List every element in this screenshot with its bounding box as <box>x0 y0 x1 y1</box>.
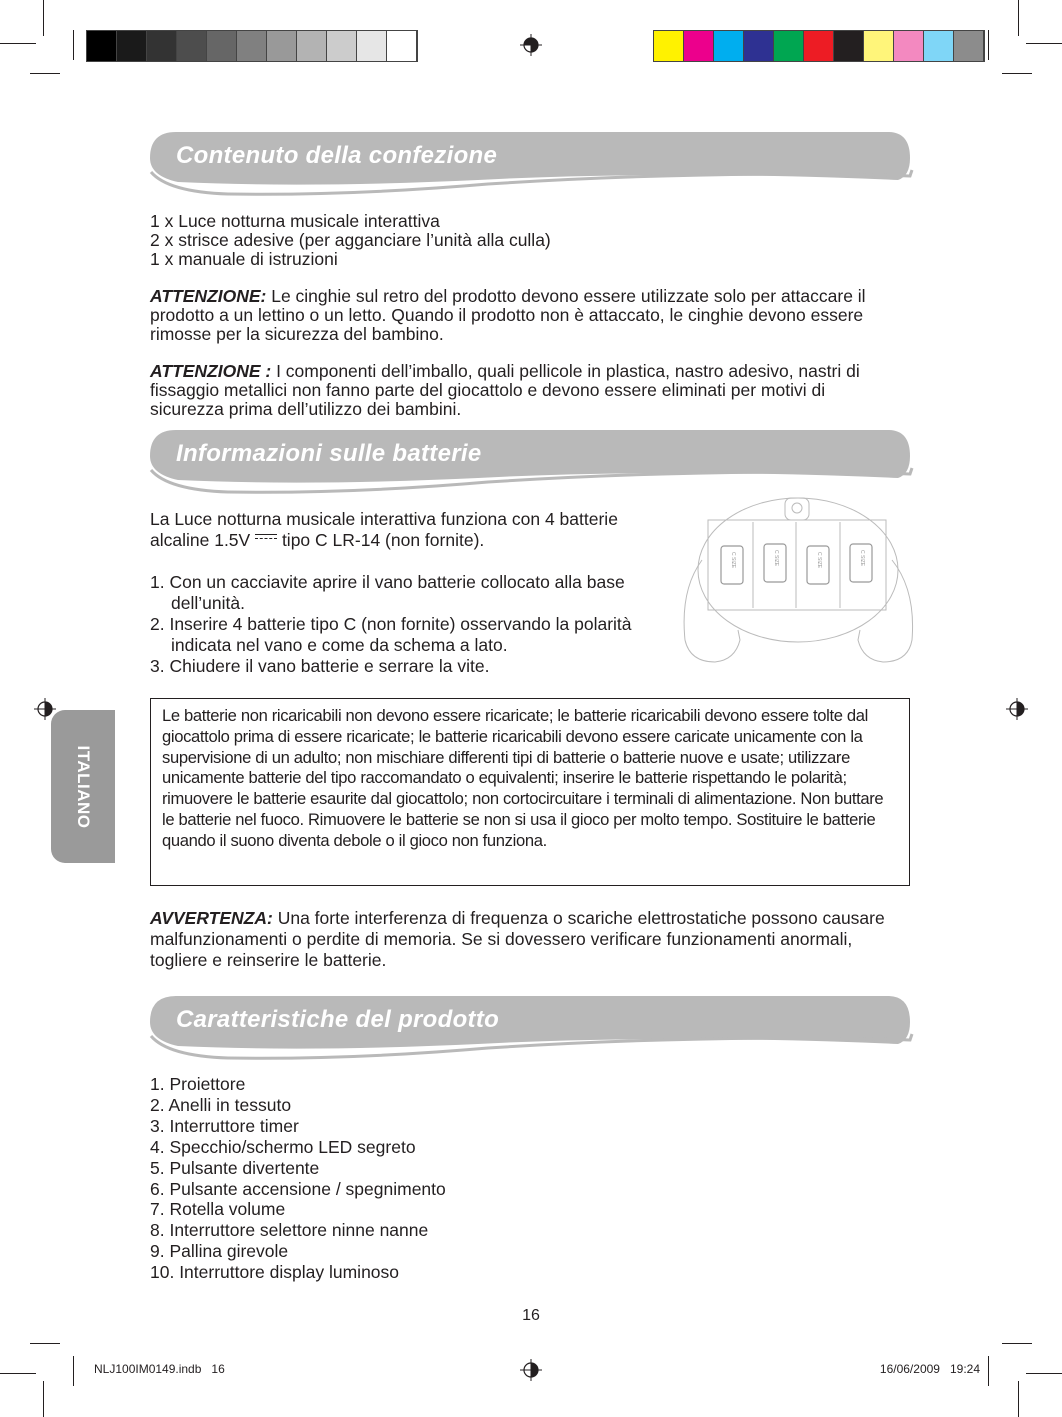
color-swatch <box>954 31 984 61</box>
color-swatch <box>864 31 894 61</box>
language-tab: ITALIANO <box>51 710 115 863</box>
crop-mark <box>73 1356 74 1386</box>
color-calibration-bar <box>653 30 985 62</box>
section-header-batteries <box>148 428 914 498</box>
color-swatch <box>237 31 267 61</box>
gray-calibration-bar <box>86 30 418 62</box>
crop-mark <box>1002 73 1032 74</box>
list-item: 3. Chiudere il vano batterie e serrare la vite. <box>150 656 490 676</box>
color-swatch <box>117 31 147 61</box>
crop-mark <box>988 30 989 60</box>
color-swatch <box>267 31 297 61</box>
list-item: 3. Interruttore timer <box>150 1115 299 1136</box>
battery-compartment-illustration <box>680 490 920 680</box>
list-item: 5. Pulsante divertente <box>150 1157 320 1178</box>
list-item: 6. Pulsante accensione / spegnimento <box>150 1178 446 1199</box>
list-item: 1 x manuale di istruzioni <box>150 248 338 269</box>
color-swatch <box>894 31 924 61</box>
list-item: 7. Rotella volume <box>150 1199 286 1220</box>
registration-mark-icon <box>1006 698 1028 720</box>
section-header-features <box>148 994 914 1064</box>
list-item: 2. Inserire 4 batterie tipo C (non fornite) osservando la polarità indicata nel vano e come da schema a lato. <box>150 614 632 655</box>
cell-label: C SIZE <box>773 550 779 567</box>
features-list <box>150 1074 446 1283</box>
battery-safety-box: Le batterie non ricaricabili non devono essere ricaricate; le batterie ricaricabili devono essere tolte dal giocattolo prima di essere ricaricate; le batterie ricaricabili devono essere caricate unicamente con la supervisione di un adulto; non mischiare differenti tipi di batterie o batterie nuove e usate; utilizzare unicamente batterie del tipo raccomandato o equivalenti; inserire le batterie rispettando le polarità; rimuovere le batterie esaurite dal giocattolo; non cortocircuitare i terminali di alimentazione. Non buttare le batterie nel fuoco. Rimuovere le batterie se non si usa il gioco per molto tempo. Sostituire le batterie quando il suono diventa debole o il gioco non funziona. <box>150 698 910 886</box>
crop-mark <box>30 1343 60 1344</box>
dc-symbol-icon <box>255 534 277 543</box>
crop-mark <box>30 73 60 74</box>
list-item: 9. Pallina girevole <box>150 1241 289 1262</box>
list-item: 4. Specchio/schermo LED segreto <box>150 1136 416 1157</box>
color-swatch <box>744 31 774 61</box>
crop-mark <box>1002 1343 1032 1344</box>
color-swatch <box>924 31 954 61</box>
color-swatch <box>207 31 237 61</box>
battery-instructions <box>150 509 680 677</box>
crop-mark <box>1026 43 1062 44</box>
list-item: 1. Proiettore <box>150 1074 246 1094</box>
color-swatch <box>684 31 714 61</box>
cell-label: C SIZE <box>730 552 736 569</box>
footer-file: NLJ100IM0149.indb 16 <box>94 1362 225 1376</box>
color-swatch <box>177 31 207 61</box>
color-swatch <box>147 31 177 61</box>
warning-straps: ATTENZIONE: Le cinghie sul retro del prodotto devono essere utilizzate solo per attaccare il prodotto a un lettino o un letto. Quando il prodotto non è attaccato, le cinghie devono essere rimosse per la sicurezza del bambino. <box>150 286 866 344</box>
color-swatch <box>87 31 117 61</box>
page-number: 16 <box>522 1307 540 1324</box>
list-item: 1 x Luce notturna musicale interattiva <box>150 211 440 231</box>
crop-mark <box>43 1381 44 1417</box>
section-title: Caratteristiche del prodotto <box>176 1006 500 1033</box>
contents-list <box>150 212 910 268</box>
color-swatch <box>714 31 744 61</box>
registration-mark-icon <box>520 1359 542 1381</box>
cell-label: C SIZE <box>859 550 865 567</box>
list-item: 2. Anelli in tessuto <box>150 1094 292 1115</box>
color-swatch <box>327 31 357 61</box>
warning-packaging: ATTENZIONE : I componenti dell’imballo, quali pellicole in plastica, nastro adesivo, nastri di fissaggio metallici non fanno parte del giocattolo e devono essere eliminati per motivi di sicurezza prima dell’utilizzo dei bambini. <box>150 361 860 419</box>
color-swatch <box>804 31 834 61</box>
battery-intro: La Luce notturna musicale interattiva funziona con 4 batterie alcaline 1.5V tipo C LR-14 (non fornite). <box>150 509 618 550</box>
crop-mark <box>43 0 44 36</box>
cell-label: C SIZE <box>816 552 822 569</box>
list-item: 10. Interruttore display luminoso <box>150 1262 400 1283</box>
registration-mark-icon <box>520 34 542 56</box>
list-item: 1. Con un cacciavite aprire il vano batterie collocato alla base dell’unità. <box>150 572 625 613</box>
crop-mark <box>1026 1373 1062 1374</box>
crop-mark <box>1018 0 1019 36</box>
crop-mark <box>1018 1381 1019 1417</box>
interference-notice: AVVERTENZA: Una forte interferenza di frequenza o scariche elettrostatiche possono causare malfunzionamenti o perdite di memoria. Se si dovessero verificare funzionamenti anormali, togliere e reinserire le batterie. <box>150 908 885 970</box>
footer-date: 16/06/2009 19:24 <box>879 1362 980 1376</box>
color-swatch <box>774 31 804 61</box>
color-swatch <box>297 31 327 61</box>
crop-mark <box>73 30 74 60</box>
color-swatch <box>834 31 864 61</box>
list-item: 8. Interruttore selettore ninne nanne <box>150 1220 429 1241</box>
section-title: Informazioni sulle batterie <box>176 440 482 467</box>
section-title: Contenuto della confezione <box>176 142 498 169</box>
list-item: 2 x strisce adesive (per agganciare l’unità alla culla) <box>150 229 551 250</box>
crop-mark <box>988 1356 989 1386</box>
section-header-contents <box>148 130 914 200</box>
color-swatch <box>357 31 387 61</box>
crop-mark <box>0 1373 36 1374</box>
crop-mark <box>0 43 36 44</box>
color-swatch <box>387 31 417 61</box>
color-swatch <box>654 31 684 61</box>
